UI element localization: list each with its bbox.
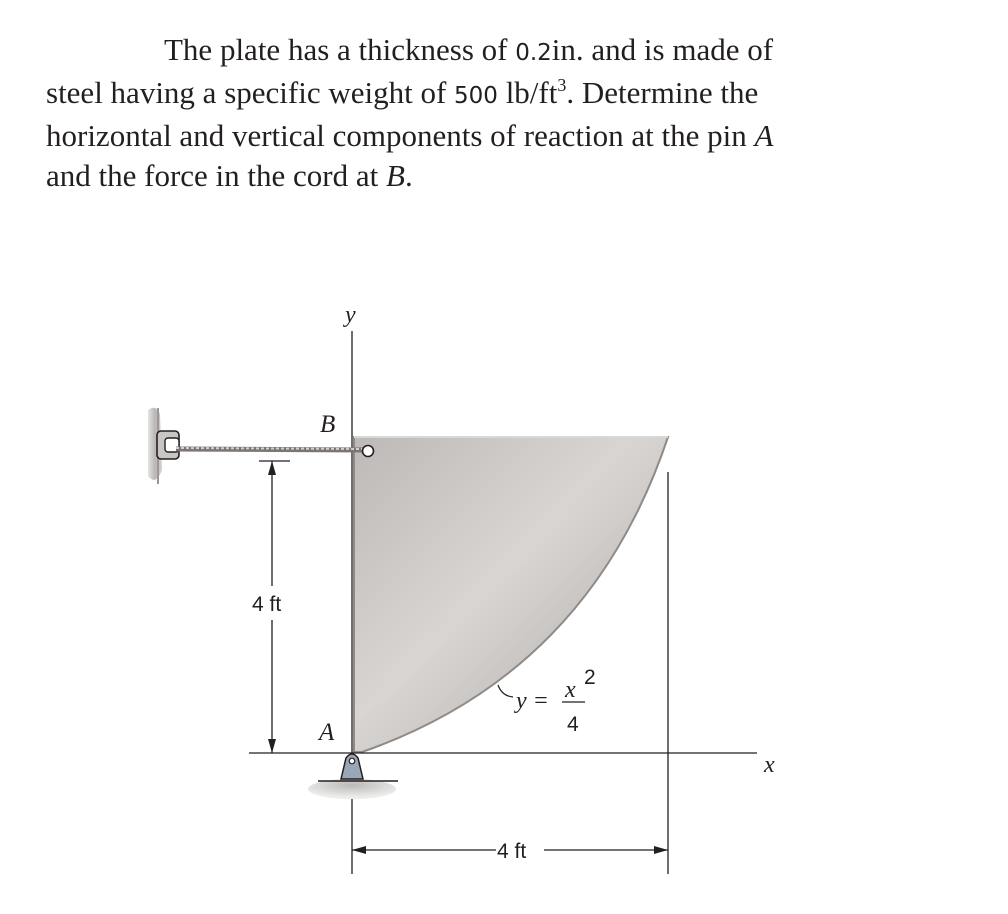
text-segment: . xyxy=(404,158,413,193)
pin-a-ref: A xyxy=(754,118,774,153)
wall-bracket-icon xyxy=(157,431,179,459)
equation-leader xyxy=(498,685,513,697)
unit-exponent: 3 xyxy=(557,75,567,95)
y-axis-label: y xyxy=(345,302,356,328)
text-segment: steel having a specific weight of xyxy=(46,75,455,110)
weight-unit: lb/ft xyxy=(505,75,558,110)
curve-equation-denominator: 4 xyxy=(567,713,579,736)
width-arrow-left-icon xyxy=(352,846,366,854)
cord-eye-icon xyxy=(363,446,374,457)
text-segment: . Determine the xyxy=(566,75,759,110)
width-arrow-right-icon xyxy=(654,846,668,854)
point-b-label: B xyxy=(320,411,336,438)
point-a-label: A xyxy=(319,719,335,746)
height-dimension-label: 4 ft xyxy=(252,593,282,616)
specific-weight-value: 500 xyxy=(454,83,498,109)
height-arrow-down-icon xyxy=(268,739,276,753)
text-segment: and the force in the cord at xyxy=(46,158,386,193)
height-arrow-up-icon xyxy=(268,461,276,475)
text-segment: horizontal and vertical components of reaction at the pin xyxy=(46,118,755,153)
pin-icon xyxy=(349,758,355,764)
curve-equation-numerator: x xyxy=(565,677,576,703)
cord-b-ref: B xyxy=(386,158,405,193)
text-segment: The plate has a thickness of xyxy=(164,32,516,67)
text-segment: in. and is made of xyxy=(551,32,774,67)
x-axis-label: x xyxy=(764,752,775,778)
plate xyxy=(354,437,668,752)
curve-equation-exponent: 2 xyxy=(584,666,596,689)
curve-equation-lhs: y = xyxy=(516,688,549,714)
thickness-value: 0.2 xyxy=(515,40,552,66)
cord xyxy=(176,449,364,450)
ground-base xyxy=(308,779,396,799)
width-dimension-label: 4 ft xyxy=(497,840,527,863)
